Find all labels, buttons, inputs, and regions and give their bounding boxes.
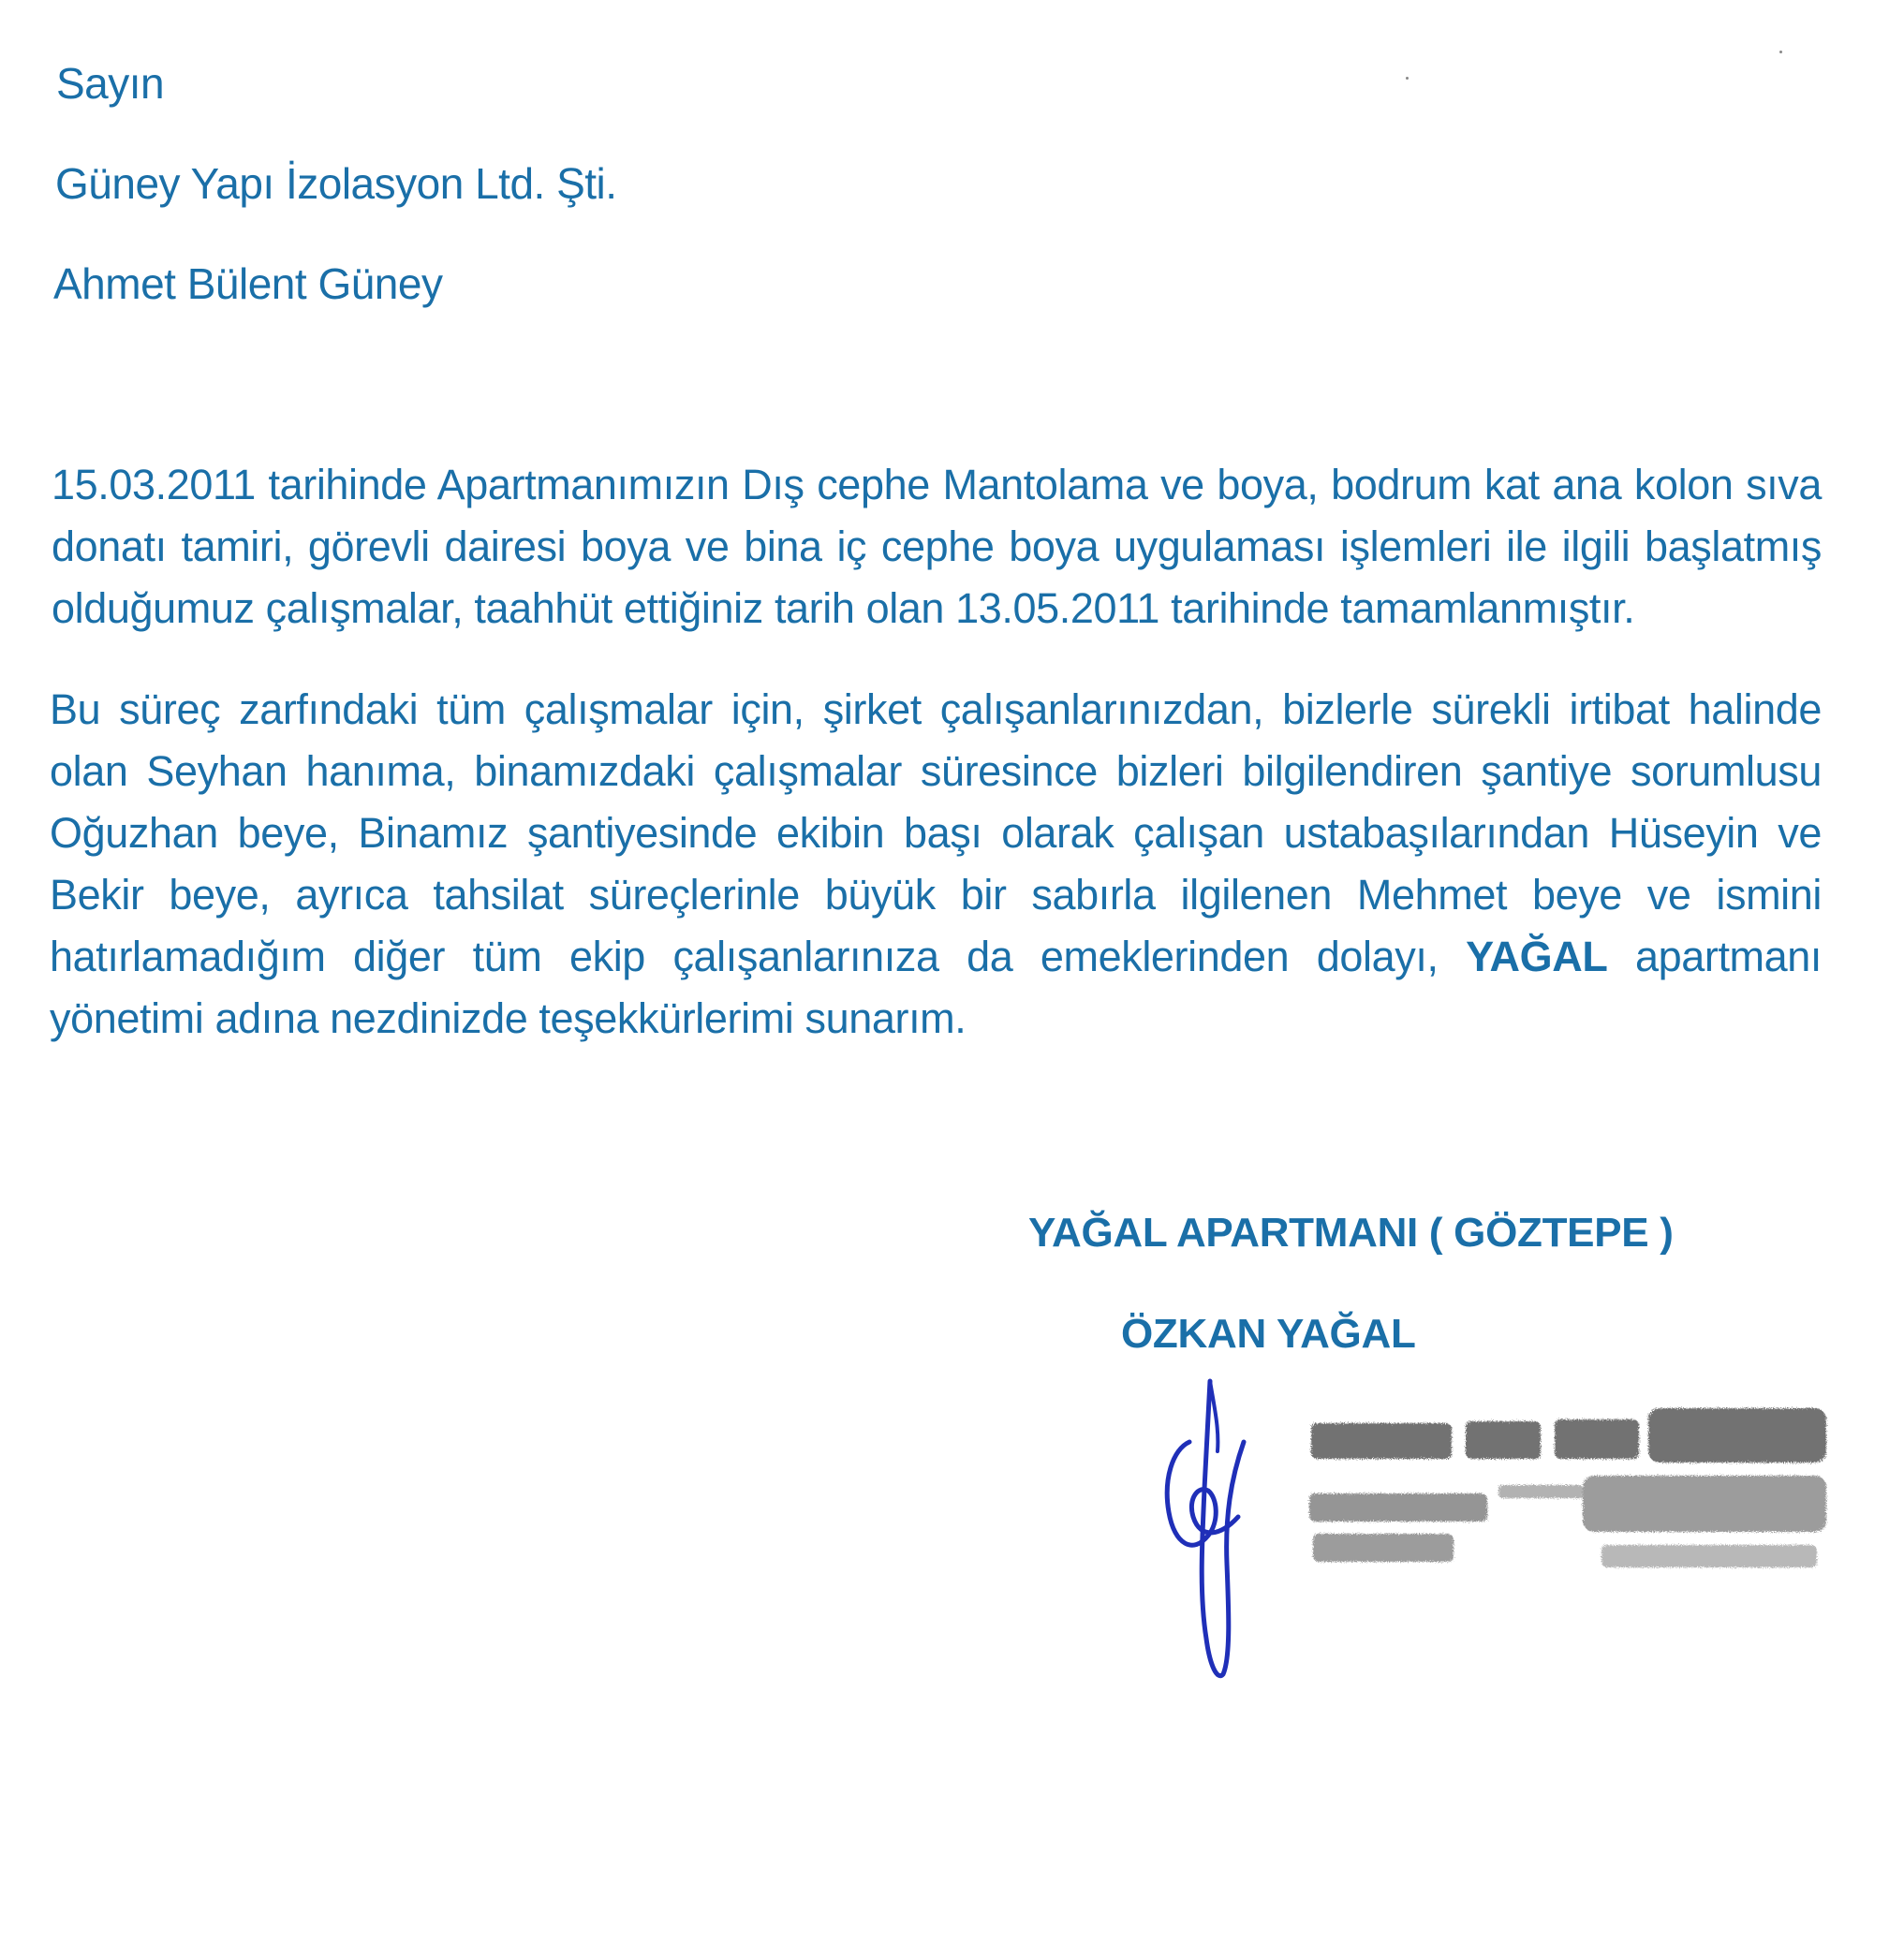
paragraph-thanks-text-2: apartmanı yönetimi adına nezdinizde teşekkürlerimi sunarım. — [50, 933, 1822, 1042]
recipient-name: Ahmet Bülent Güney — [53, 259, 443, 308]
paragraph-thanks — [50, 679, 1822, 1050]
scan-speck — [1779, 51, 1782, 53]
scan-speck — [1406, 77, 1409, 80]
salutation: Sayın — [56, 59, 165, 108]
sender-organization: YAĞAL APARTMANI ( GÖZTEPE ) — [1028, 1210, 1674, 1256]
paragraph-completion: 15.03.2011 tarihinde Apartmanımızın Dış cephe Mantolama ve boya, bodrum kat ana kolon sıva donatı tamiri, görevli dairesi boya ve bina iç cephe boya uygulaması işlemleri ile ilgili başlatmış olduğumuz çalışmalar, taahhüt ettiğiniz tarih olan 13.05.2011 tarihinde tamamlanmıştır. — [52, 461, 1822, 632]
sender-name: ÖZKAN YAĞAL — [1121, 1311, 1416, 1357]
handwritten-signature — [1152, 1376, 1264, 1685]
recipient-company: Güney Yapı İzolasyon Ltd. Şti. — [55, 159, 617, 208]
paragraph-thanks-text-1: Bu süreç zarfındaki tüm çalışmalar için, şirket çalışanlarınızdan, bizlerle sürekli irtibat halinde olan Seyhan hanıma, binamızdaki çalışmalar süresince bizleri bilgilendiren şantiye sorumlusu Oğuzhan beye, Binamız şantiyesinde ekibin başı olarak çalışan ustabaşılarından Hüseyin ve Bekir beye, ayrıca tahsilat süreçlerinle büyük bir sabırla ilgilenen Mehmet beye ve ismini hatırlamadığım diğer tüm ekip çalışanlarınıza da emeklerinden dolayı, — [50, 685, 1822, 980]
rubber-stamp — [1302, 1395, 1836, 1592]
apartment-name-bold: YAĞAL — [1466, 933, 1608, 980]
